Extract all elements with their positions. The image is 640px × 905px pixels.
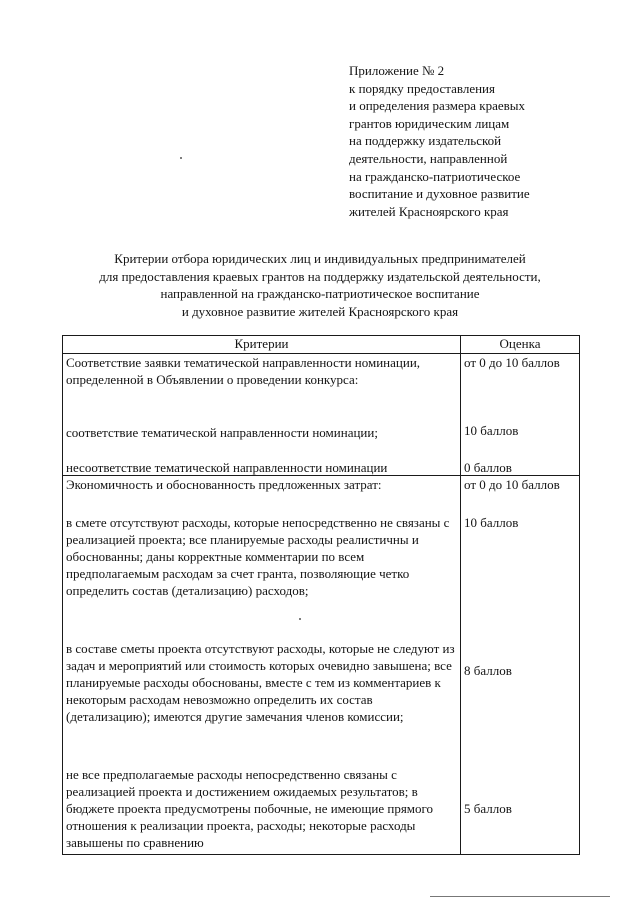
appendix-line: на гражданско-патриотическое — [349, 168, 521, 184]
criterion-item: не все предполагаемые расходы непосредственно связаны с реализацией проекта и достижением ожидаемых результатов; в бюджете проекта предусмотрены побочные, не имеющие прямого отношения к реализации проекта, расходы; некоторые расходы завышены по сравнению — [66, 767, 434, 851]
appendix-line: жителей Красноярского края — [349, 203, 509, 219]
appendix-line: на поддержку издательской — [349, 133, 502, 149]
scan-speck — [180, 157, 182, 159]
title-line: Критерии отбора юридических лиц и индивидуальных предпринимателей — [114, 251, 526, 266]
criterion-item: соответствие тематической направленности номинации; — [66, 425, 378, 440]
group-score: от 0 до 10 баллов — [464, 477, 560, 492]
spacer — [464, 532, 576, 662]
group-score: от 0 до 10 баллов — [464, 355, 560, 370]
spacer — [464, 406, 576, 422]
spacer — [66, 406, 457, 424]
criteria-cell — [63, 354, 461, 476]
spacer — [464, 680, 576, 800]
spacer — [66, 744, 457, 766]
item-score: 10 баллов — [464, 515, 519, 530]
item-score: 0 баллов — [464, 460, 512, 475]
appendix-line: воспитание и духовное развитие — [349, 186, 530, 202]
appendix-note — [349, 62, 609, 220]
table-row — [63, 476, 580, 855]
title-line: и духовное развитие жителей Красноярского края — [181, 303, 459, 319]
item-score: 10 баллов — [464, 423, 519, 438]
spacer — [66, 441, 457, 459]
score-cell — [461, 476, 580, 855]
group-heading: Экономичность и обоснованность предложенных затрат: — [66, 477, 382, 492]
table-row — [63, 354, 580, 476]
appendix-line: Приложение № 2 — [349, 63, 445, 78]
appendix-line: к порядку предоставления — [349, 80, 495, 96]
title-line: для предоставления краевых грантов на поддержку издательской деятельности, — [99, 268, 541, 284]
appendix-line: грантов юридическим лицам — [349, 115, 510, 131]
document-title — [40, 250, 600, 320]
appendix-line: деятельности, направленной — [349, 150, 508, 166]
table-header-row — [63, 336, 580, 354]
page-edge-line — [430, 896, 610, 897]
criteria-table — [62, 335, 580, 855]
appendix-line: и определения размера краевых — [349, 98, 526, 114]
title-line: направленной на гражданско-патриотическое воспитание — [160, 286, 480, 302]
spacer — [464, 494, 576, 514]
item-score: 8 баллов — [464, 663, 512, 678]
item-score: 5 баллов — [464, 801, 512, 816]
group-heading: Соответствие заявки тематической направленности номинации, определенной в Объявлении о проведении конкурса: — [66, 355, 421, 388]
spacer — [66, 494, 457, 514]
score-cell — [461, 354, 580, 476]
column-header-criteria: Критерии — [63, 336, 461, 354]
spacer — [66, 618, 457, 640]
criterion-item: несоответствие тематической направленности номинации — [66, 460, 388, 475]
criteria-cell — [63, 476, 461, 855]
criterion-item: в составе сметы проекта отсутствуют расходы, которые не следуют из задач и мероприятий или стоимость которых очевидно завышена; все планируемые расходы обоснованы, вместе с тем из комментариев к некоторым расходам невозможно определить их состав (детализацию); имеются другие замечания членов комиссии; — [66, 641, 455, 725]
spacer — [464, 441, 576, 459]
column-header-score: Оценка — [461, 336, 580, 354]
criterion-item: в смете отсутствуют расходы, которые непосредственно не связаны с реализацией проекта; все планируемые расходы реалистичны и обоснованны; даны корректные комментарии по всем предполагаемым расходам за счет гранта, позволяющие четко определить состав (детализацию) расходов; — [66, 515, 450, 599]
